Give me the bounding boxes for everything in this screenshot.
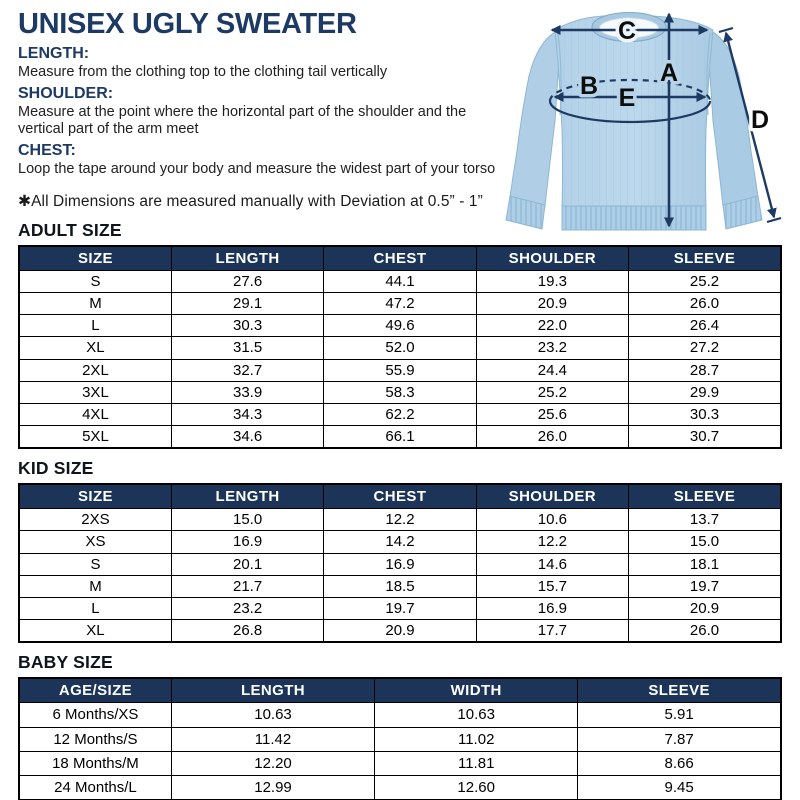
sweater-left-sleeve [510, 31, 559, 206]
value-cell: 30.3 [629, 403, 781, 425]
value-cell: 25.2 [476, 381, 628, 403]
sleeve-measure-label: D [750, 106, 770, 134]
value-cell: 23.2 [476, 337, 628, 359]
size-cell: 2XS [19, 509, 171, 531]
value-cell: 44.1 [324, 270, 476, 292]
table-row [19, 751, 781, 775]
column-header: CHEST [324, 484, 476, 509]
value-cell: 22.0 [476, 315, 628, 337]
size-cell: 6 Months/XS [19, 703, 171, 727]
table-row [19, 531, 781, 553]
value-cell: 26.4 [629, 315, 781, 337]
value-cell: 26.0 [476, 426, 628, 449]
size-cell: 3XL [19, 381, 171, 403]
header-row [19, 246, 781, 271]
column-header: SLEEVE [629, 246, 781, 271]
chest-measure-label: B [579, 72, 599, 100]
value-cell: 25.2 [629, 270, 781, 292]
header-row [19, 678, 781, 703]
header-row [19, 484, 781, 509]
value-cell: 24.4 [476, 359, 628, 381]
value-cell: 49.6 [324, 315, 476, 337]
value-cell: 19.3 [476, 270, 628, 292]
size-section-heading: KID SIZE [18, 458, 94, 479]
baby-size-table [18, 677, 782, 800]
size-cell: XS [19, 531, 171, 553]
value-cell: 52.0 [324, 337, 476, 359]
value-cell: 23.2 [171, 598, 323, 620]
size-cell: L [19, 598, 171, 620]
shoulder-measure-label: C [617, 17, 637, 45]
measurement-deviation-note: ✱All Dimensions are measured manually with Deviation at 0.5” - 1” [18, 192, 483, 210]
value-cell: 15.0 [629, 531, 781, 553]
size-cell: S [19, 270, 171, 292]
adult-size-section [18, 220, 782, 450]
value-cell: 5.91 [578, 703, 781, 727]
size-section-heading: BABY SIZE [18, 652, 113, 673]
value-cell: 11.81 [375, 751, 578, 775]
table-row [19, 426, 781, 449]
value-cell: 10.63 [171, 703, 374, 727]
value-cell: 55.9 [324, 359, 476, 381]
value-cell: 11.42 [171, 727, 374, 751]
value-cell: 14.2 [324, 531, 476, 553]
value-cell: 16.9 [324, 553, 476, 575]
value-cell: 12.60 [375, 775, 578, 800]
value-cell: 10.6 [476, 509, 628, 531]
kid-size-table [18, 483, 782, 643]
table-row [19, 381, 781, 403]
size-cell: XL [19, 337, 171, 359]
column-header: SHOULDER [476, 484, 628, 509]
table-row [19, 620, 781, 643]
table-row [19, 553, 781, 575]
value-cell: 16.9 [476, 598, 628, 620]
column-header: SIZE [19, 484, 171, 509]
definition-term: SHOULDER: [18, 84, 114, 102]
size-cell: M [19, 292, 171, 314]
column-header: LENGTH [171, 484, 323, 509]
value-cell: 20.9 [629, 598, 781, 620]
width-measure-label: E [618, 84, 636, 112]
value-cell: 26.0 [629, 292, 781, 314]
size-cell: M [19, 575, 171, 597]
value-cell: 12.20 [171, 751, 374, 775]
value-cell: 33.9 [171, 381, 323, 403]
value-cell: 34.6 [171, 426, 323, 449]
size-cell: 18 Months/M [19, 751, 171, 775]
length-measure-label: A [659, 59, 679, 87]
definition-term: LENGTH: [18, 45, 90, 62]
value-cell: 17.7 [476, 620, 628, 643]
table-row [19, 315, 781, 337]
kid-size-section [18, 458, 782, 643]
value-cell: 21.7 [171, 575, 323, 597]
value-cell: 15.0 [171, 509, 323, 531]
column-header: SIZE [19, 246, 171, 271]
value-cell: 27.2 [629, 337, 781, 359]
value-cell: 18.5 [324, 575, 476, 597]
value-cell: 26.8 [171, 620, 323, 643]
baby-size-section [18, 652, 782, 800]
sweater-illustration [500, 0, 800, 240]
sweater-graphic [500, 0, 800, 240]
column-header: SHOULDER [476, 246, 628, 271]
value-cell: 12.2 [476, 531, 628, 553]
value-cell: 20.9 [476, 292, 628, 314]
value-cell: 18.1 [629, 553, 781, 575]
value-cell: 29.1 [171, 292, 323, 314]
value-cell: 25.6 [476, 403, 628, 425]
sleeve-measure-tick-top [719, 28, 733, 32]
value-cell: 32.7 [171, 359, 323, 381]
size-cell: L [19, 315, 171, 337]
value-cell: 13.7 [629, 509, 781, 531]
size-cell: S [19, 553, 171, 575]
size-cell: 12 Months/S [19, 727, 171, 751]
column-header: CHEST [324, 246, 476, 271]
table-row [19, 598, 781, 620]
table-row [19, 775, 781, 800]
table-row [19, 270, 781, 292]
value-cell: 12.2 [324, 509, 476, 531]
size-cell: 2XL [19, 359, 171, 381]
column-header: WIDTH [375, 678, 578, 703]
value-cell: 12.99 [171, 775, 374, 800]
page-title: UNISEX UGLY SWEATER [18, 8, 357, 40]
definition-description: Measure from the clothing top to the clothing tail vertically [18, 64, 388, 80]
value-cell: 34.3 [171, 403, 323, 425]
value-cell: 20.9 [324, 620, 476, 643]
size-cell: 4XL [19, 403, 171, 425]
table-row [19, 727, 781, 751]
size-cell: 24 Months/L [19, 775, 171, 800]
value-cell: 30.3 [171, 315, 323, 337]
sweater-hem [562, 206, 706, 230]
size-section-heading: ADULT SIZE [18, 219, 122, 240]
value-cell: 29.9 [629, 381, 781, 403]
value-cell: 8.66 [578, 751, 781, 775]
value-cell: 7.87 [578, 727, 781, 751]
column-header: LENGTH [171, 678, 374, 703]
size-cell: XL [19, 620, 171, 643]
value-cell: 58.3 [324, 381, 476, 403]
value-cell: 47.2 [324, 292, 476, 314]
definition-description: Loop the tape around your body and measure the widest part of your torso [18, 161, 496, 178]
measurement-definitions [18, 45, 496, 179]
value-cell: 27.6 [171, 270, 323, 292]
value-cell: 14.6 [476, 553, 628, 575]
table-row [19, 403, 781, 425]
value-cell: 28.7 [629, 359, 781, 381]
definition-description: Measure at the point where the horizontal part of the shoulder and the vertical part of the arm meet [18, 103, 467, 138]
value-cell: 11.02 [375, 727, 578, 751]
table-row [19, 703, 781, 727]
value-cell: 26.0 [629, 620, 781, 643]
sleeve-measure-tick-bottom [767, 218, 781, 222]
column-header: SLEEVE [578, 678, 781, 703]
definition-length [18, 45, 496, 82]
value-cell: 31.5 [171, 337, 323, 359]
value-cell: 10.63 [375, 703, 578, 727]
definition-chest [18, 142, 496, 179]
definition-term: CHEST: [18, 142, 76, 160]
table-row [19, 509, 781, 531]
table-row [19, 337, 781, 359]
value-cell: 19.7 [324, 598, 476, 620]
column-header: LENGTH [171, 246, 323, 271]
table-row [19, 359, 781, 381]
value-cell: 19.7 [629, 575, 781, 597]
value-cell: 15.7 [476, 575, 628, 597]
column-header: AGE/SIZE [19, 678, 171, 703]
value-cell: 30.7 [629, 426, 781, 449]
value-cell: 9.45 [578, 775, 781, 800]
value-cell: 62.2 [324, 403, 476, 425]
size-cell: 5XL [19, 426, 171, 449]
table-row [19, 292, 781, 314]
adult-size-table [18, 245, 782, 450]
value-cell: 66.1 [324, 426, 476, 449]
definition-shoulder [18, 85, 496, 139]
value-cell: 16.9 [171, 531, 323, 553]
value-cell: 20.1 [171, 553, 323, 575]
table-row [19, 575, 781, 597]
column-header: SLEEVE [629, 484, 781, 509]
